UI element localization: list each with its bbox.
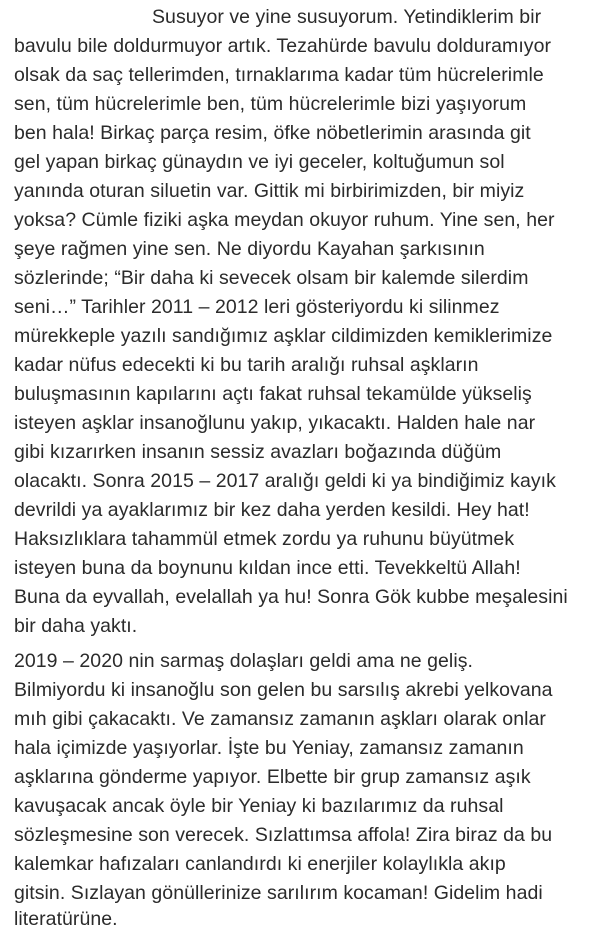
text-line: bavulu bile doldurmuyor artık. Tezahürde bavulu dolduramıyor [14,35,552,57]
text-line: yoksa? Cümle fiziki aşka meydan okuyor ruhum. Yine sen, her [14,209,555,231]
text-line: bir daha yaktı. [14,615,138,637]
text-line: gitsin. Sızlayan gönüllerinize sarılırım kocaman! Gidelim hadi [14,882,543,904]
text-line: seni…” Tarihler 2011 – 2012 leri gösteriyordu ki silinmez [14,296,500,318]
text-line: gel yapan birkaç günaydın ve iyi geceler, koltuğumun sol [14,151,505,173]
text-line: gibi kızarırken insanın sessiz avazları boğazında düğüm [14,441,502,463]
text-line: devrildi ya ayaklarımız bir kez daha yerden kesildi. Hey hat! [14,499,530,521]
text-line: Bilmiyordu ki insanoğlu son gelen bu sarsılış akrebi yelkovana [14,679,553,701]
text-line: olsak da saç tellerimden, tırnaklarıma kadar tüm hücrelerimle [14,64,544,86]
text-line: Susuyor ve yine susuyorum. Yetindiklerim bir [152,6,542,28]
text-line: Haksızlıklara tahammül etmek zordu ya ruhunu büyütmek [14,528,515,550]
text-line: olacaktı. Sonra 2015 – 2017 aralığı geldi ki ya bindiğimiz kayık [14,470,556,492]
text-line: sen, tüm hücrelerimle ben, tüm hücrelerimle bizi yaşıyorum [14,93,527,115]
text-line: isteyen buna da boynunu kıldan ince etti. Tevekkeltü Allah! [14,557,521,579]
text-line: şeye rağmen yine sen. Ne diyordu Kayahan şarkısının [14,238,485,260]
text-line: buluşmasının kapılarını açtı fakat ruhsal tekamülde yükseliş [14,383,532,405]
text-line: yanında oturan siluetin var. Gittik mi birbirimizden, bir miyiz [14,180,525,202]
text-line: sözlerinde; “Bir daha ki sevecek olsam bir kalemde silerdim [14,267,529,289]
text-line: mıh gibi çakacaktı. Ve zamansız zamanın aşkları olarak onlar [14,708,546,730]
text-line: hala içimizde yaşıyorlar. İşte bu Yeniay, zamansız zamanın [14,737,524,759]
text-line: ben hala! Birkaç parça resim, öfke nöbetlerimin arasında git [14,122,531,144]
text-line: aşklarına gönderme yapıyor. Elbette bir grup zamansız aşık [14,766,531,788]
text-line: 2019 – 2020 nin sarmaş dolaşları geldi ama ne geliş. [14,650,473,672]
text-line: kalemkar hafızaları canlandırdı ki enerjiler kolaylıkla akıp [14,853,506,875]
text-line: kavuşacak ancak öyle bir Yeniay ki bazılarımız da ruhsal [14,795,504,817]
text-line: mürekkeple yazılı sandığımız aşklar cildimizden kemiklerimize [14,325,553,347]
text-line: sözleşmesine son verecek. Sızlattımsa affola! Zira biraz da bu [14,824,553,846]
text-line: isteyen aşklar insanoğlunu yakıp, yıkacaktı. Halden hale nar [14,412,536,434]
text-line: Buna da eyvallah, evelallah ya hu! Sonra Gök kubbe meşalesini [14,586,568,608]
text-line: literatürüne. [14,908,118,930]
text-line: kadar nüfus edecekti ki bu tarih aralığı ruhsal aşkların [14,354,479,376]
